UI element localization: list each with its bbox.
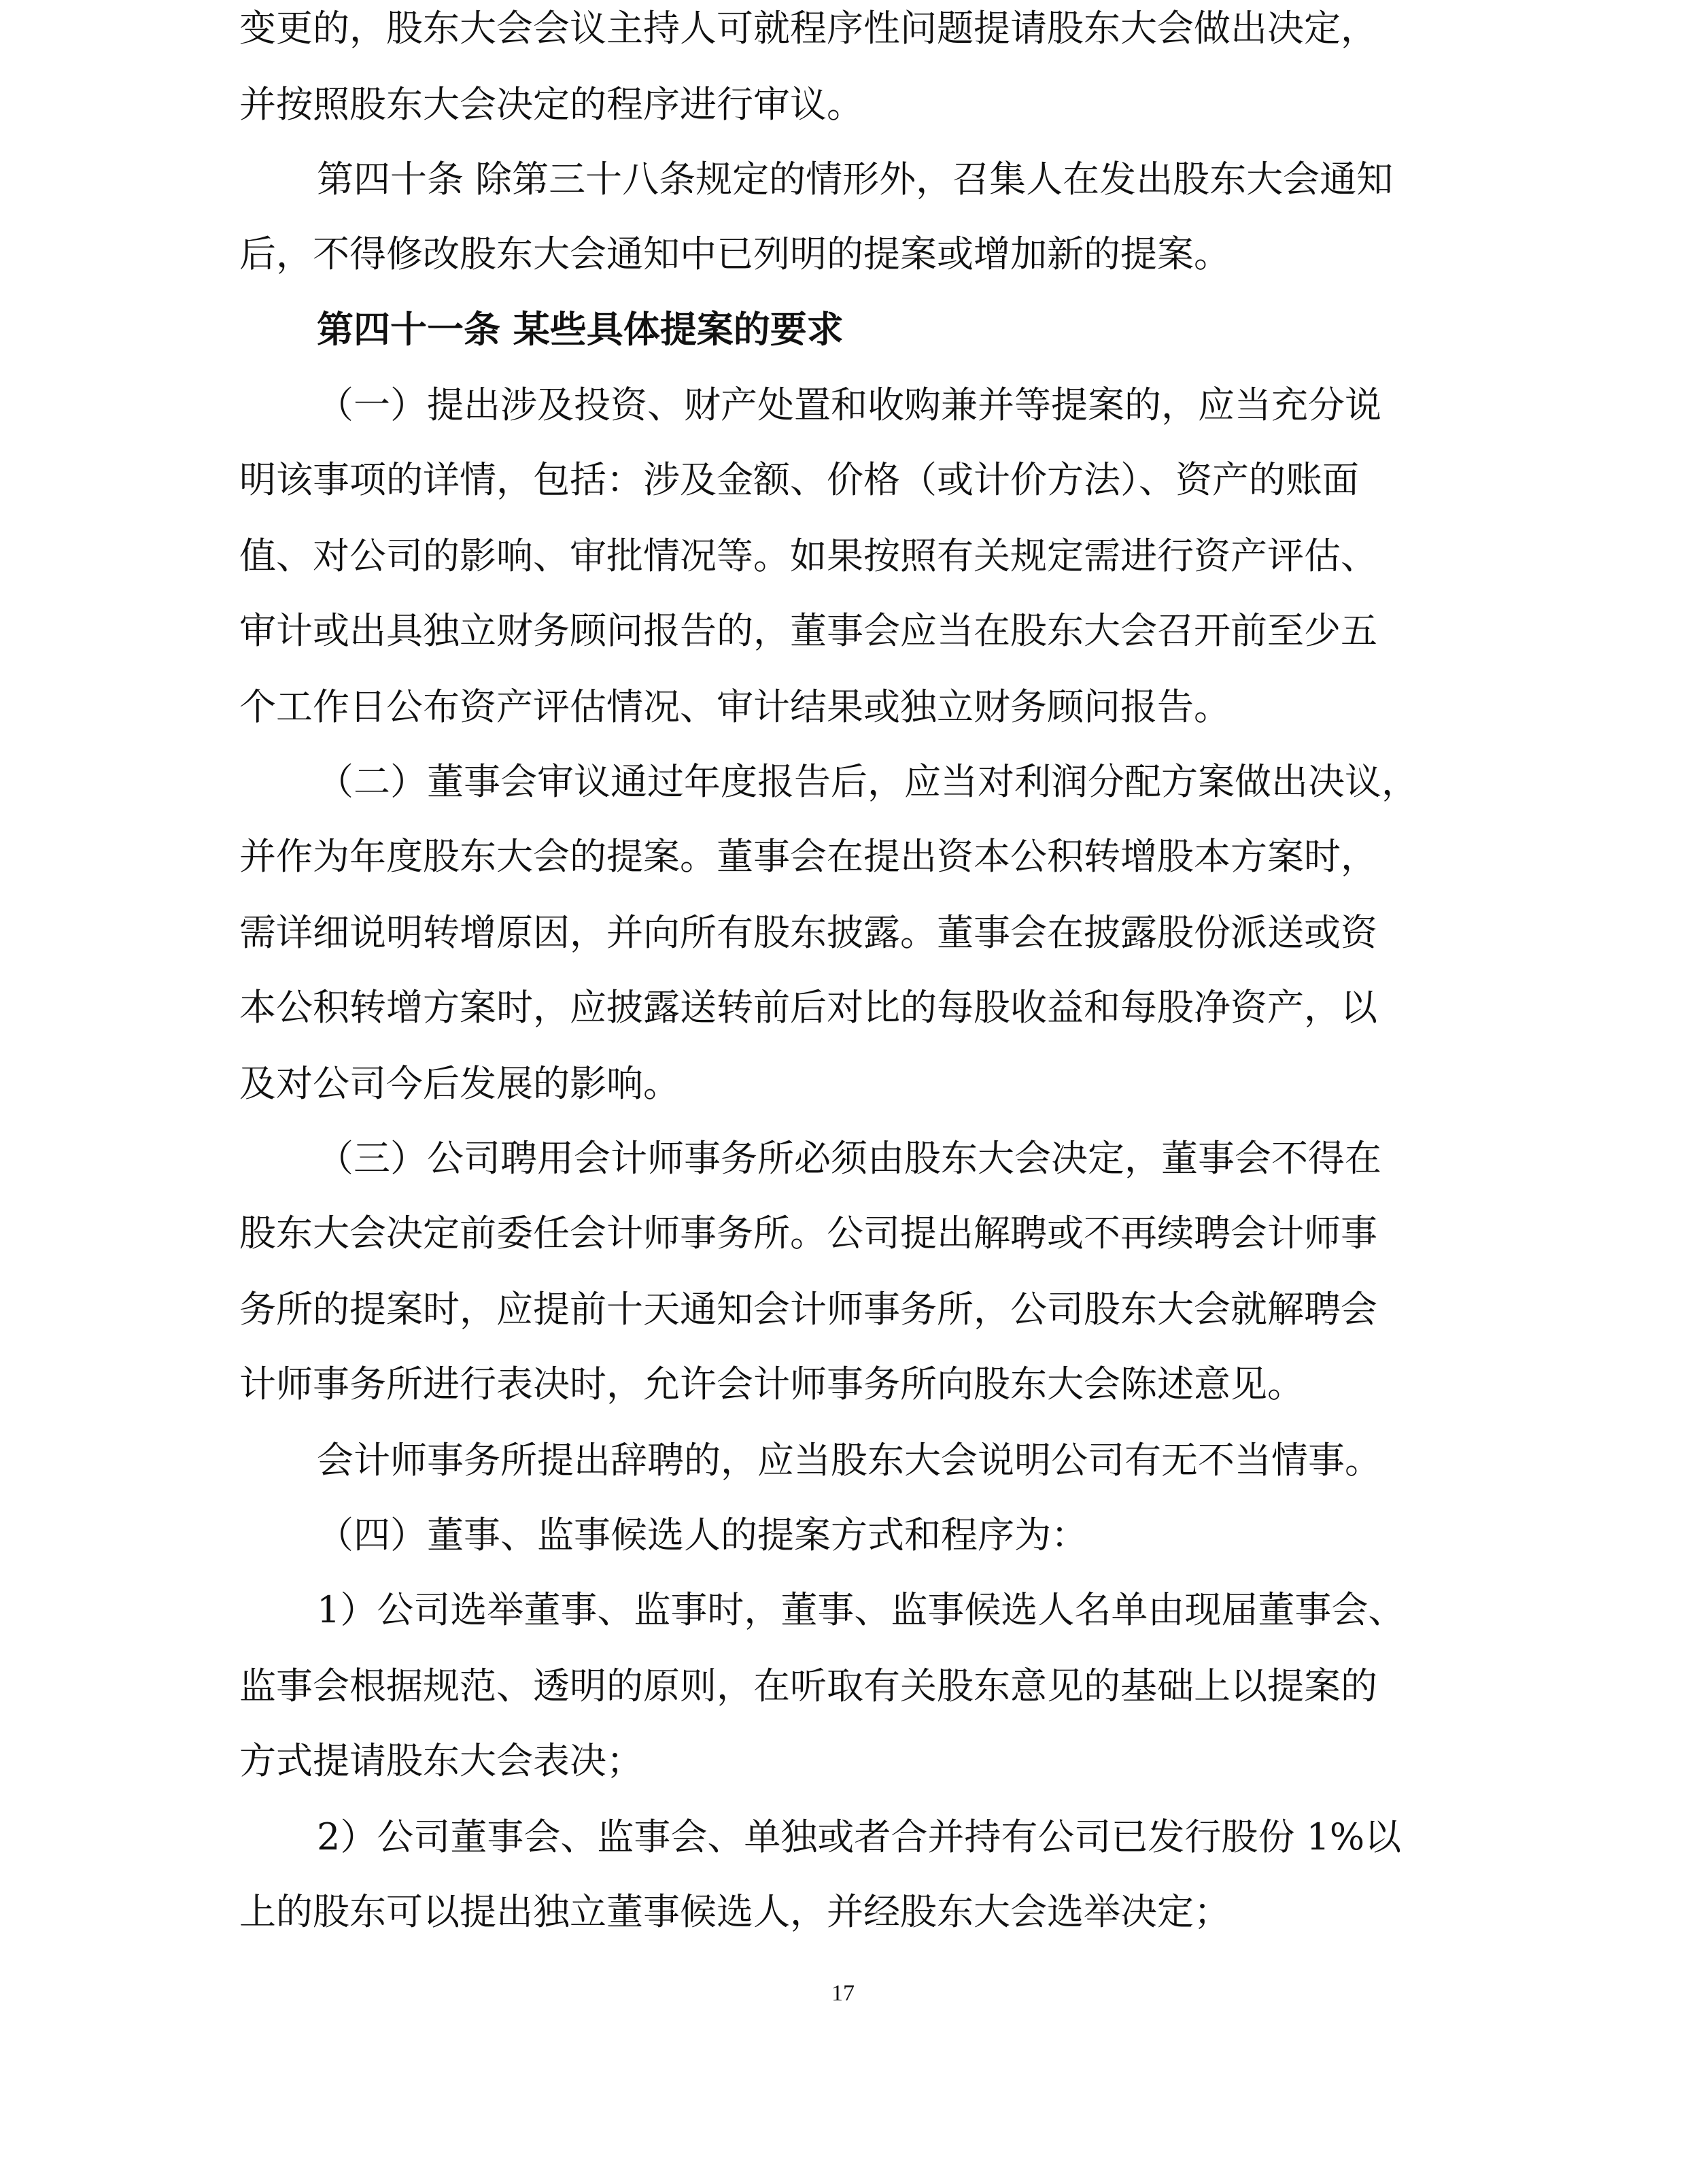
text-line: 务所的提案时，应提前十天通知会计师事务所，公司股东大会就解聘会 [239, 1288, 1377, 1331]
text-line: （四）董事、监事候选人的提案方式和程序为： [317, 1514, 1088, 1556]
text-line: 监事会根据规范、透明的原则，在听取有关股东意见的基础上以提案的 [239, 1665, 1377, 1707]
text-line: 会计师事务所提出辞聘的，应当股东大会说明公司有无不当情事。 [317, 1439, 1381, 1482]
text-line: （一）提出涉及投资、财产处置和收购兼并等提案的，应当充分说 [317, 383, 1381, 426]
text-line: 变更的，股东大会会议主持人可就程序性问题提请股东大会做出决定， [239, 7, 1377, 50]
text-line: 后，不得修改股东大会通知中已列明的提案或增加新的提案。 [239, 233, 1231, 275]
text-line: 并按照股东大会决定的程序进行审议。 [239, 83, 863, 126]
text-line: 明该事项的详情，包括：涉及金额、价格（或计价方法）、资产的账面 [239, 458, 1359, 501]
text-line: 2）公司董事会、监事会、单独或者合并持有公司已发行股份 1%以 [317, 1815, 1402, 1858]
text-line: 审计或出具独立财务顾问报告的，董事会应当在股东大会召开前至少五 [239, 609, 1377, 652]
text-line: 个工作日公布资产评估情况、审计结果或独立财务顾问报告。 [239, 685, 1231, 728]
page-number: 17 [831, 1981, 855, 2006]
text-line: 股东大会决定前委任会计师事务所。公司提出解聘或不再续聘会计师事 [239, 1212, 1377, 1255]
section-heading: 第四十一条 某些具体提案的要求 [317, 307, 844, 351]
text-line: 并作为年度股东大会的提案。董事会在提出资本公积转增股本方案时， [239, 835, 1377, 878]
text-line: 方式提请股东大会表决； [239, 1739, 643, 1782]
text-line: 值、对公司的影响、审批情况等。如果按照有关规定需进行资产评估、 [239, 534, 1377, 577]
text-line: 第四十条 除第三十八条规定的情形外，召集人在发出股东大会通知 [317, 158, 1394, 201]
text-line: （三）公司聘用会计师事务所必须由股东大会决定，董事会不得在 [317, 1137, 1381, 1180]
text-line: 1）公司选举董事、监事时，董事、监事候选人名单由现届董事会、 [317, 1588, 1405, 1631]
text-line: 及对公司今后发展的影响。 [239, 1062, 680, 1105]
text-line: 需详细说明转增原因，并向所有股东披露。董事会在披露股份派送或资 [239, 911, 1377, 954]
text-line: 计师事务所进行表决时，允许会计师事务所向股东大会陈述意见。 [239, 1363, 1304, 1405]
text-line: 本公积转增方案时，应披露送转前后对比的每股收益和每股净资产，以 [239, 986, 1377, 1029]
text-line: （二）董事会审议通过年度报告后，应当对利润分配方案做出决议， [317, 760, 1418, 803]
text-line: 上的股东可以提出独立董事候选人，并经股东大会选举决定； [239, 1890, 1231, 1933]
